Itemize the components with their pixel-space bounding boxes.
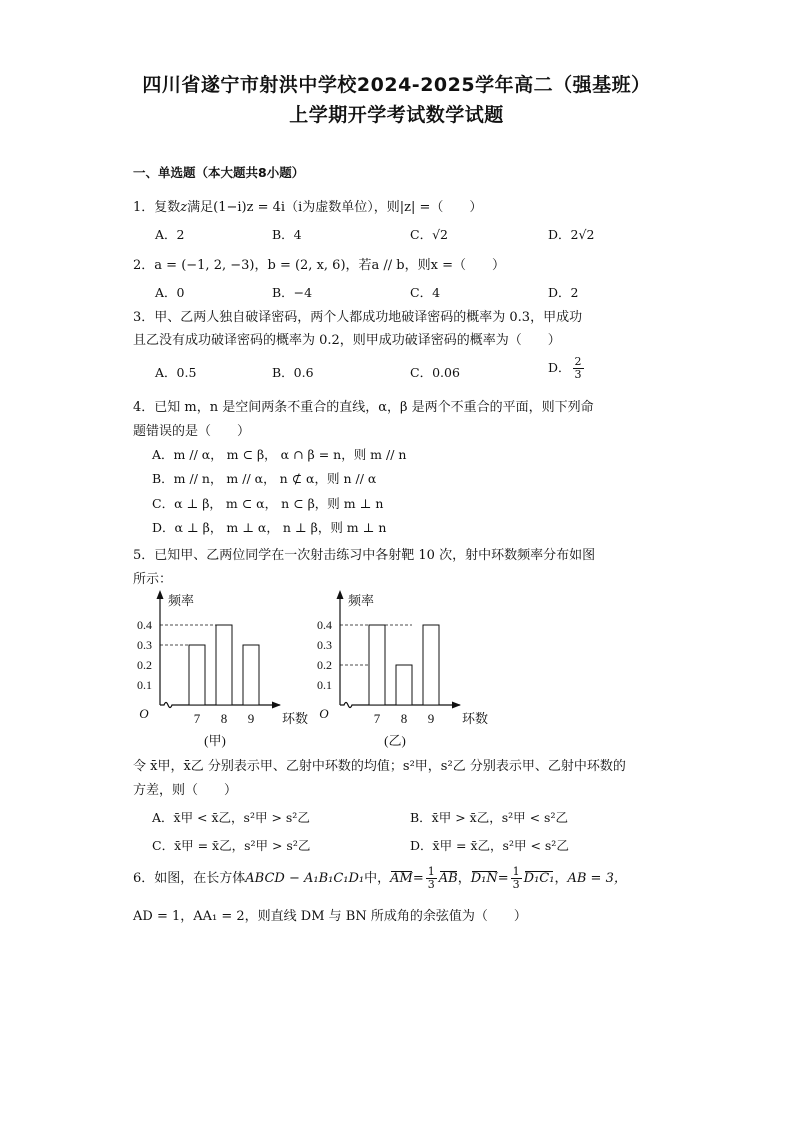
q2-tail: ，则 xyxy=(404,258,431,273)
q2-x-eq: x = xyxy=(430,258,454,273)
chart-1-bar-7 xyxy=(189,645,205,705)
chart-2-y-label: 频率 xyxy=(348,593,375,608)
q2-paren: （ ） xyxy=(453,258,506,273)
q1-option-c: C．√2 xyxy=(410,227,448,242)
q1-option-a: A．2 xyxy=(155,227,185,242)
q1-expr: (1−i)z = 4i xyxy=(213,200,286,215)
q5-option-c: C．x̄甲 = x̄乙，s²甲 > s²乙 xyxy=(152,838,311,853)
question-3-line2: 且乙没有成功破译密码的概率为 0.2，则甲成功破译密码的概率为（ ） xyxy=(133,333,561,348)
chart-1-x-tick-7: 7 xyxy=(193,711,201,726)
chart-2-bar-7 xyxy=(369,625,385,705)
chart-2-y-tick-4: 0.4 xyxy=(317,618,332,632)
question-6-line2: AD = 1，AA₁ = 2，则直线 DM 与 BN 所成角的余弦值为（ ） xyxy=(133,909,527,924)
chart-1-y-tick-3: 0.3 xyxy=(137,638,152,652)
chart-2-y-tick-1: 0.1 xyxy=(317,678,332,692)
q2-a-vector: a = (−1, 2, −3) xyxy=(154,258,255,273)
q2-option-a: A．0 xyxy=(155,285,185,300)
q4-option-a: A．m // α， m ⊂ β， α ∩ β = n，则 m // n xyxy=(152,447,407,462)
q3-option-d: D． $\frac{2}{3}$ xyxy=(548,355,582,381)
q1-stem-a: 1．复数 xyxy=(133,200,181,215)
chart-2-caption: (乙) xyxy=(384,733,406,748)
q4-option-b: B．m // n， m // α， n ⊄ α，则 n // α xyxy=(152,471,377,486)
chart-2-x-label: 环数 xyxy=(462,711,488,726)
chart-1-bar-8 xyxy=(216,625,232,705)
chart-2-x-axis-arrow xyxy=(452,702,461,709)
question-5-line3: 令 x̄甲，x̄乙 分别表示甲、乙射中环数的均值；s²甲，s²乙 分别表示甲、乙射中环数的 xyxy=(133,759,626,774)
q5-option-b: B．x̄甲 > x̄乙，s²甲 < s²乙 xyxy=(410,810,568,825)
chart-1-y-axis-arrow xyxy=(157,590,164,599)
q2-num: 2． xyxy=(133,258,155,273)
exam-title-line2: 上学期开学考试数学试题 xyxy=(289,104,504,126)
chart-1-x-tick-9: 9 xyxy=(247,711,255,726)
q1-option-b: B．4 xyxy=(272,227,302,242)
frequency-charts xyxy=(128,585,488,755)
q1-option-d: D．2√2 xyxy=(548,227,595,242)
question-5-line1: 5．已知甲、乙两位同学在一次射击练习中各射靶 10 次，射中环数频率分布如图 xyxy=(133,548,596,563)
q6-vec-am: AM xyxy=(390,871,413,886)
question-3-line1: 3．甲、乙两人独自破译密码，两个人都成功地破译密码的概率为 0.3，甲成功 xyxy=(133,310,583,325)
q1-expr2: |z| = xyxy=(399,200,431,215)
q5-option-a: A．x̄甲 < x̄乙，s²甲 > s²乙 xyxy=(152,810,310,825)
chart-2-bar-8 xyxy=(396,665,412,705)
question-4-line1: 4．已知 m，n 是空间两条不重合的直线，α，β 是两个不重合的平面，则下列命 xyxy=(133,400,594,415)
q2-b-vector: b = (2, x, 6) xyxy=(267,258,346,273)
question-4-line2: 题错误的是（ ） xyxy=(133,424,251,439)
q3-option-b: B．0.6 xyxy=(272,365,314,380)
q1-stem-b: 满足 xyxy=(187,200,214,215)
chart-2-bar-9 xyxy=(423,625,439,705)
chart-1-y-tick-2: 0.2 xyxy=(137,658,152,672)
q3-option-a: A．0.5 xyxy=(155,365,197,380)
q2-option-c: C．4 xyxy=(410,285,441,300)
chart-1-origin-label: O xyxy=(139,706,149,721)
question-2: 2．a = (−1, 2, −3)，b = (2, x, 6)，若a // b，则x =（ ） xyxy=(133,258,506,273)
chart-2-y-tick-2: 0.2 xyxy=(317,658,332,672)
q6-vec-d1n: D₁N xyxy=(470,871,498,886)
chart-1-x-tick-8: 8 xyxy=(220,711,228,726)
section-heading: 一、单选题（本大题共8小题） xyxy=(133,165,305,180)
chart-1-x-axis-arrow xyxy=(272,702,281,709)
chart-2-origin-label: O xyxy=(319,706,329,721)
q4-option-c: C．α ⊥ β， m ⊂ α， n ⊂ β，则 m ⊥ n xyxy=(152,496,384,511)
question-5-line2: 所示： xyxy=(133,572,173,587)
q1-stem-c: （i为虚数单位），则 xyxy=(285,200,400,215)
q2-parallel: a // b xyxy=(371,258,405,273)
chart-2-x-tick-7: 7 xyxy=(373,711,381,726)
q6-vec-ab: AB xyxy=(438,871,458,886)
chart-1-y-tick-1: 0.1 xyxy=(137,678,152,692)
chart-1-bar-9 xyxy=(243,645,259,705)
q3-d-fraction: $\frac{2}{3}$ xyxy=(574,355,582,381)
question-5-line4: 方差，则（ ） xyxy=(133,783,238,798)
q4-option-d: D．α ⊥ β， m ⊥ α， n ⊥ β，则 m ⊥ n xyxy=(152,520,387,535)
chart-2-x-tick-8: 8 xyxy=(400,711,408,726)
chart-2-y-tick-3: 0.3 xyxy=(317,638,332,652)
chart-2-y-axis-arrow xyxy=(337,590,344,599)
q2-option-d: D．2 xyxy=(548,285,579,300)
q2-option-b: B．−4 xyxy=(272,285,313,300)
chart-1-caption: (甲) xyxy=(204,733,226,748)
question-6-line1: 6．如图，在长方体ABCD − A₁B₁C₁D₁中，AM= $\frac{1}{3}$ AB，D₁N= $\frac{1}{3}$ D₁C₁，AB = 3， xyxy=(133,865,627,891)
q2-mid: ，若 xyxy=(345,258,372,273)
chart-1-x-label: 环数 xyxy=(282,711,309,726)
q6-vec-d1c1: D₁C₁ xyxy=(523,871,555,886)
q1-paren: （ ） xyxy=(430,200,483,215)
chart-1-y-tick-4: 0.4 xyxy=(137,618,152,632)
question-1: 1．复数z满足(1−i)z = 4i（i为虚数单位），则|z| =（ ） xyxy=(133,200,483,215)
q5-option-d: D．x̄甲 = x̄乙，s²甲 < s²乙 xyxy=(410,838,569,853)
chart-1-y-label: 频率 xyxy=(168,593,195,608)
q6-box: ABCD − A₁B₁C₁D₁ xyxy=(245,871,365,886)
exam-title-line1: 四川省遂宁市射洪中学校2024-2025学年高二（强基班） xyxy=(142,74,651,96)
q3-option-c: C．0.06 xyxy=(410,365,460,380)
chart-2-x-tick-9: 9 xyxy=(427,711,435,726)
